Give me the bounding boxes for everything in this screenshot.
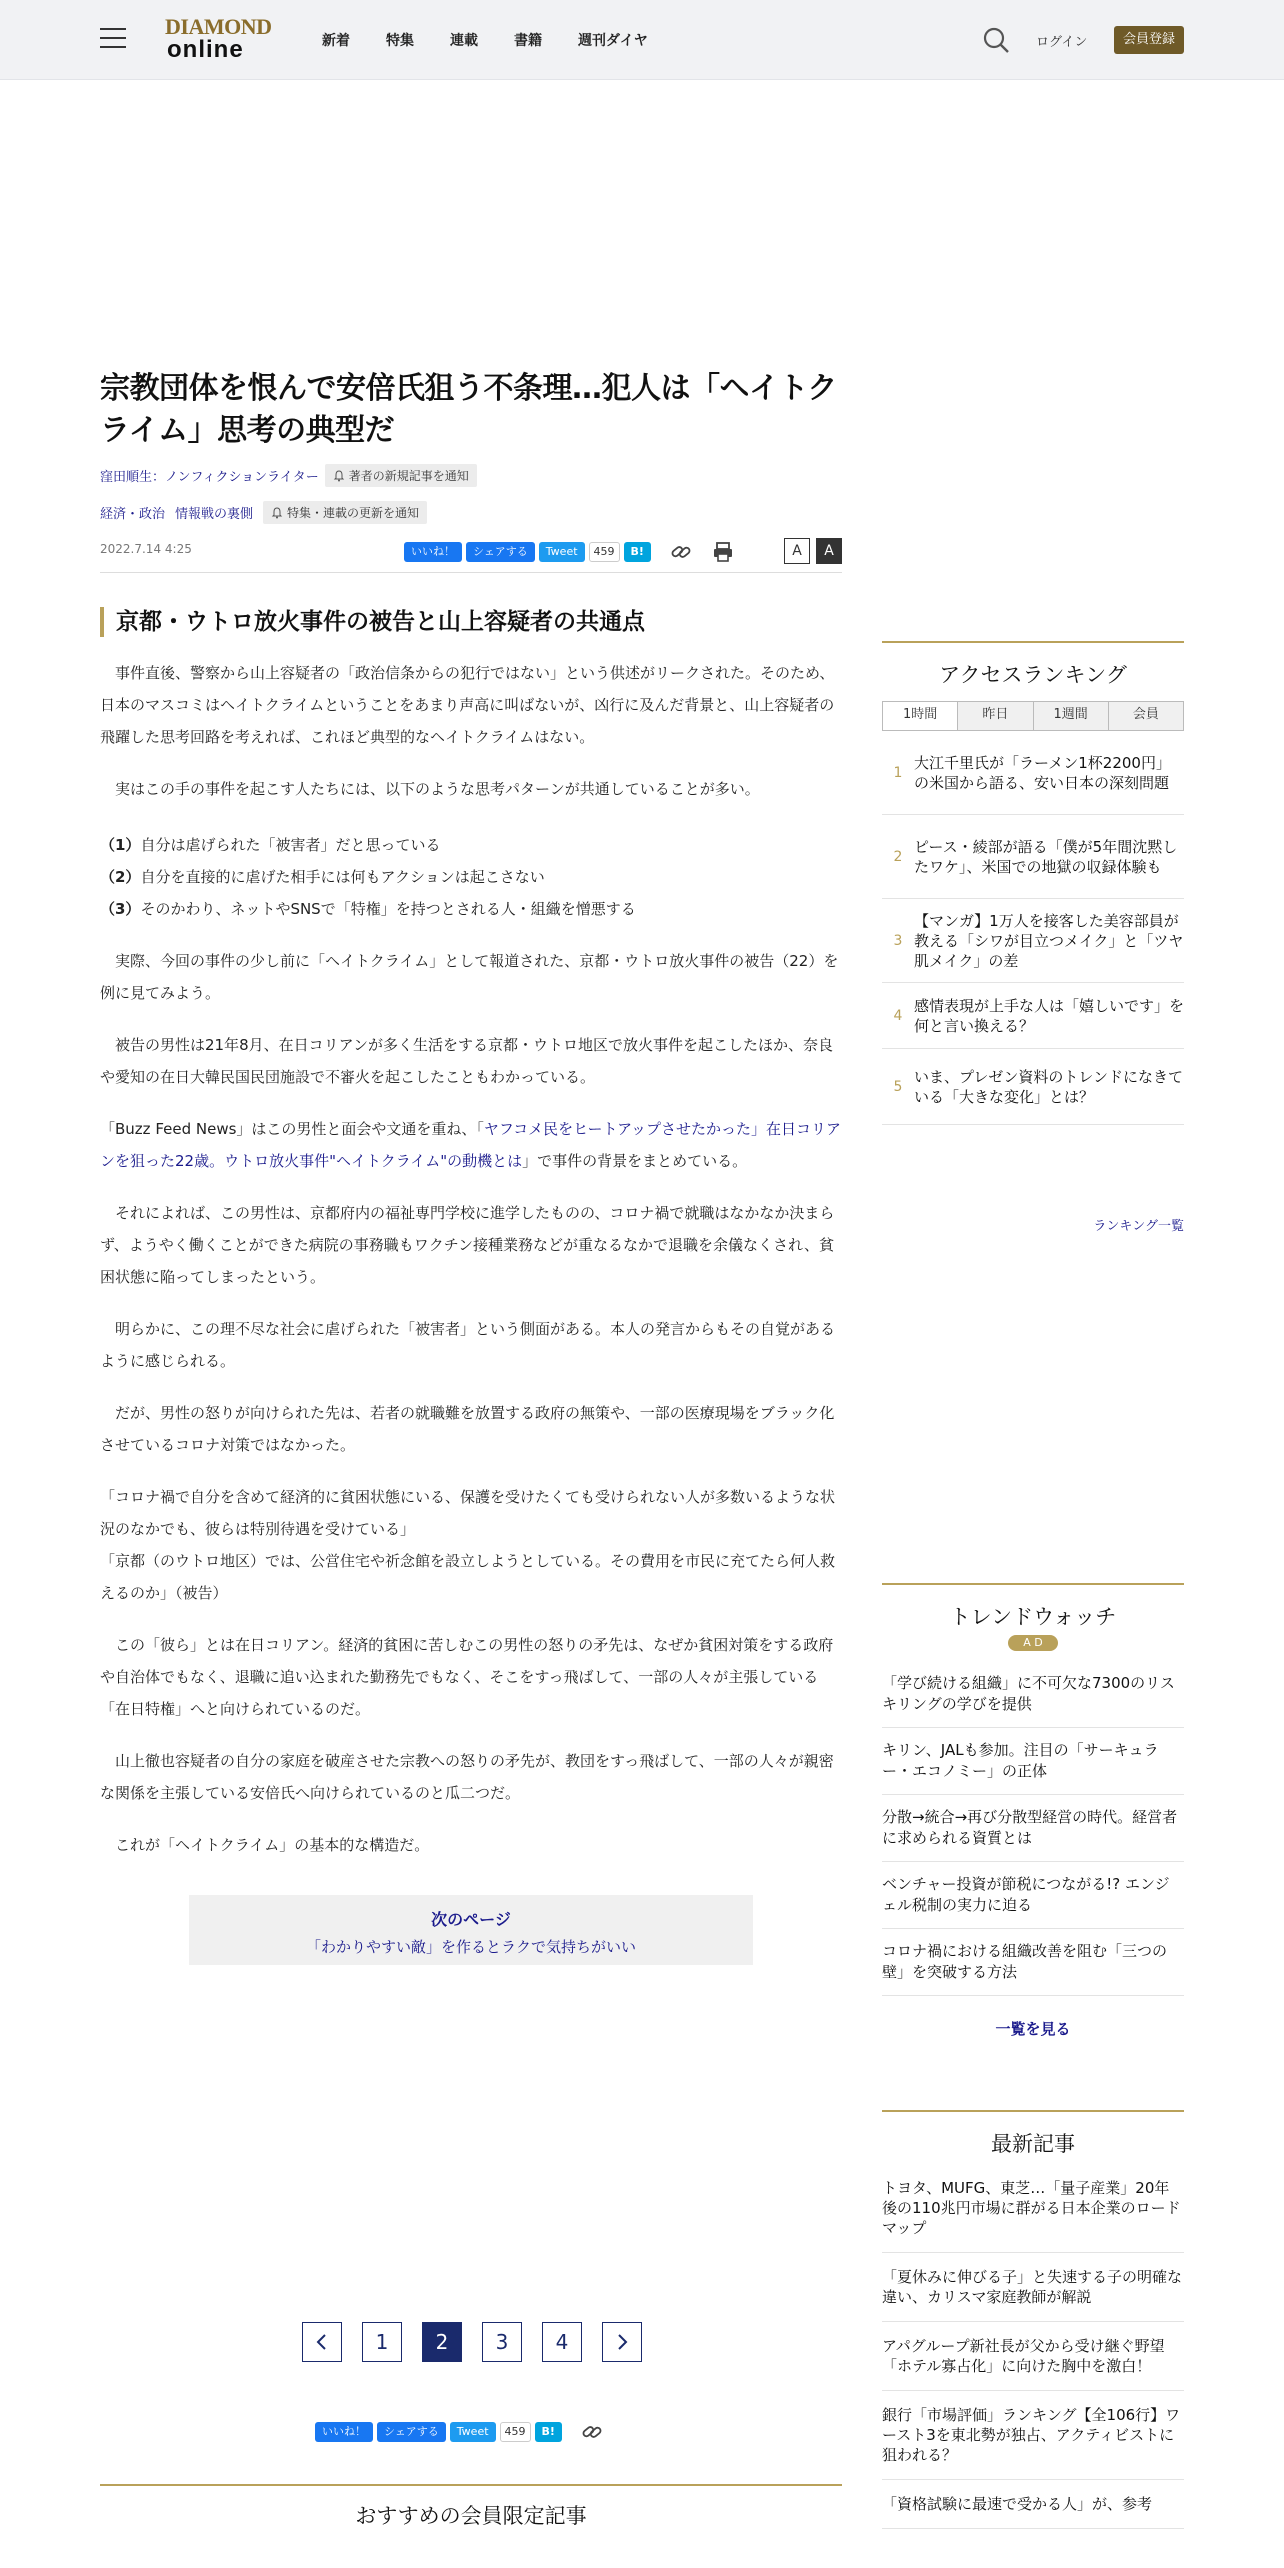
tab-1hour[interactable]: 1時間 xyxy=(883,702,957,730)
access-ranking xyxy=(882,641,1184,1234)
trend-watch xyxy=(882,1583,1184,2039)
list-item: （1）自分は虐げられた「被害者」だと思っている xyxy=(100,836,441,854)
page-1-button[interactable]: 1 xyxy=(362,2322,402,2362)
pagination xyxy=(302,2322,642,2362)
ranking-title: アクセスランキング xyxy=(939,663,1127,687)
nav-weekly[interactable]: 週刊ダイヤ xyxy=(578,33,648,49)
tab-yesterday[interactable]: 昨日 xyxy=(957,702,1032,730)
paragraph: 明らかに、この理不尽な社会に虐げられた「被害者」という側面がある。本人の発言からもその自覚があるように感じられる。 xyxy=(100,1320,836,1370)
font-size-small-button[interactable]: A xyxy=(784,538,810,564)
nav-books[interactable]: 書籍 xyxy=(514,33,542,49)
paragraph: 山上徹也容疑者の自分の家庭を破産させた宗教への怒りの矛先が、教団をすっ飛ばして、一部の人々が親密な関係を主張している安倍氏へ向けられているのと瓜二つだ。 xyxy=(100,1752,834,1802)
trend-item[interactable]: 分散→統合→再び分散型経営の時代。経営者に求められる資質とは xyxy=(882,1795,1184,1862)
latest-item[interactable]: 「資格試験に最速で受かる人」が、参考 xyxy=(882,2480,1184,2529)
pattern-list xyxy=(100,829,842,925)
share-bar xyxy=(404,540,735,564)
bell-icon xyxy=(271,507,283,519)
section-heading: 京都・ウトロ放火事件の被告と山上容疑者の共通点 xyxy=(100,607,842,637)
facebook-share-button[interactable]: シェアする xyxy=(466,542,535,562)
trend-item[interactable]: コロナ禍における組織改善を阻む「三つの壁」を突破する方法 xyxy=(882,1929,1184,1996)
hatena-bookmark-button[interactable]: B! xyxy=(535,2422,562,2442)
paragraph: 被告の男性は21年8月、在日コリアンが多く生活をする京都・ウトロ地区で放火事件を起こしたほか、奈良や愛知の在日大韓民国民団施設で不審火を起こしたこともわかっている。 xyxy=(100,1036,834,1086)
trend-item[interactable]: ベンチャー投資が節税につながる!? エンジェル税制の実力に迫る xyxy=(882,1862,1184,1929)
latest-item[interactable]: アパグループ新社長が父から受け継ぐ野望「ホテル寡占化」に向けた胸中を激白！ xyxy=(882,2322,1184,2391)
ad-badge: A D xyxy=(1008,1635,1058,1651)
page-2-button[interactable]: 2 xyxy=(422,2322,462,2362)
author-link[interactable]: 窪田順生：ノンフィクションライター xyxy=(100,470,319,485)
tweet-button[interactable]: Tweet xyxy=(539,542,585,562)
ranking-item[interactable]: 3 【マンガ】1万人を接客した美容部員が教える「シワが目立つメイク」と「ツヤ肌メイク」の差 xyxy=(882,899,1184,983)
ranking-item[interactable]: 2 ピース・綾部が語る「僕が5年間沈黙したワケ」、米国での地獄の収録体験も xyxy=(882,815,1184,899)
prev-page-button[interactable] xyxy=(302,2322,342,2362)
latest-item[interactable]: トヨタ、MUFG、東芝…「量子産業」20年後の110兆円市場に群がる日本企業のロードマップ xyxy=(882,2164,1184,2253)
tag-row xyxy=(100,501,842,524)
paragraph: この「彼ら」とは在日コリアン。経済的貧困に苦しむこの男性の怒りの矛先は、なぜか貧困対策をする政府や自治体でもなく、退職に追い込まれた勤務先でもなく、そこをすっ飛ばして、一部の人々が主張している「在日特権」へと向けられているのだ。 xyxy=(100,1636,834,1718)
paragraph: 実はこの手の事件を起こす人たちには、以下のような思考パターンが共通していることが多い。 xyxy=(115,780,760,798)
trend-more-link[interactable]: 一覧を見る xyxy=(995,2020,1071,2038)
link-icon[interactable] xyxy=(669,540,693,564)
ranking-tabs xyxy=(882,701,1184,731)
link-icon[interactable] xyxy=(580,2420,604,2444)
share-bar-bottom xyxy=(315,2420,604,2444)
hatena-count: 459 xyxy=(500,2422,531,2442)
chevron-right-icon xyxy=(615,2334,629,2350)
tweet-button[interactable]: Tweet xyxy=(450,2422,496,2442)
byline xyxy=(100,464,842,487)
chevron-left-icon xyxy=(315,2334,329,2350)
login-link[interactable]: ログイン xyxy=(1036,35,1088,50)
next-page-box[interactable] xyxy=(189,1895,753,1965)
latest-item[interactable]: 「夏休みに伸びる子」と失速する子の明確な違い、カリスマ家庭教師が解説 xyxy=(882,2253,1184,2322)
list-item: （2）自分を直接的に虐げた相手には何もアクションは起こさない xyxy=(100,868,545,886)
print-icon[interactable] xyxy=(711,540,735,564)
publish-date: 2022.7.14 4:25 xyxy=(100,542,192,556)
site-logo[interactable]: DIAMOND online xyxy=(165,14,272,63)
facebook-like-button[interactable]: いいね！ xyxy=(404,542,462,562)
quote: 「コロナ禍で自分を含めて経済的に貧困状態にいる、保護を受けたくても受けられない人が多数いるような状況のなかでも、彼らは特別待遇を受けている」 「京都（のウトロ地区）では、公営住宅や祈念館を設立しようとしている。その費用を市民に充てたら何人救えるのか」（被告） xyxy=(100,1488,836,1602)
series-notify-button[interactable]: 特集・連載の更新を通知 xyxy=(263,501,427,524)
paragraph: 実際、今回の事件の少し前に「ヘイトクライム」として報道された、京都・ウトロ放火事件の被告（22）を例に見てみよう。 xyxy=(100,952,839,1002)
latest-articles xyxy=(882,2110,1184,2529)
article xyxy=(100,368,842,1965)
buzzfeed-article-link[interactable]: ヤフコメ民をヒートアップさせたかった」在日コリアンを狙った22歳。ウトロ放火事件"ヘイトクライム"の動機とは xyxy=(100,1120,842,1170)
meta-row xyxy=(100,538,842,573)
site-header xyxy=(0,0,1284,80)
global-nav xyxy=(322,30,684,50)
hatena-count: 459 xyxy=(589,542,620,562)
paragraph: これが「ヘイトクライム」の基本的な構造だ。 xyxy=(115,1836,430,1854)
paragraph: それによれば、この男性は、京都府内の福祉専門学校に進学したものの、コロナ禍で就職はなかなか決まらず、ようやく働くことができた病院の事務職もワクチン接種業務などが重なるなかで退職を余儀なくされ、貧困状態に陥ってしまったという。 xyxy=(100,1204,835,1286)
facebook-like-button[interactable]: いいね！ xyxy=(315,2422,373,2442)
page-4-button[interactable]: 4 xyxy=(542,2322,582,2362)
hatena-bookmark-button[interactable]: B! xyxy=(624,542,651,562)
ranking-item[interactable]: 1 大江千里氏が「ラーメン1杯2200円」の米国から語る、安い日本の深刻問題 xyxy=(882,731,1184,815)
trend-item[interactable]: 「学び続ける組織」に不可欠な7300のリスキリングの学びを提供 xyxy=(882,1661,1184,1728)
next-page-title: 「わかりやすい敵」を作るとラクで気持ちがいい xyxy=(305,1938,636,1956)
trend-item[interactable]: キリン、JALも参加。注目の「サーキュラー・エコノミー」の正体 xyxy=(882,1728,1184,1795)
ranking-list-link[interactable]: ランキング一覧 xyxy=(1093,1219,1184,1234)
recommended-heading: おすすめの会員限定記事 xyxy=(100,2484,842,2530)
ranking-item[interactable]: 4 感情表現が上手な人は「嬉しいです」を何と言い換える？ xyxy=(882,983,1184,1049)
ranking-item[interactable]: 5 いま、プレゼン資料のトレンドになきている「大きな変化」とは？ xyxy=(882,1049,1184,1125)
nav-new[interactable]: 新着 xyxy=(322,33,350,49)
nav-features[interactable]: 特集 xyxy=(386,33,414,49)
facebook-share-button[interactable]: シェアする xyxy=(377,2422,446,2442)
tab-members[interactable]: 会員 xyxy=(1108,702,1183,730)
menu-icon[interactable] xyxy=(100,28,126,50)
nav-series[interactable]: 連載 xyxy=(450,33,478,49)
latest-title: 最新記事 xyxy=(991,2132,1075,2156)
bell-icon xyxy=(333,470,345,482)
latest-item[interactable]: 銀行「市場評価」ランキング【全106行】ワースト3を東北勢が独占、アクティビストに狙われる？ xyxy=(882,2391,1184,2480)
author-notify-button[interactable]: 著者の新規記事を通知 xyxy=(325,464,477,487)
tab-1week[interactable]: 1週間 xyxy=(1033,702,1108,730)
paragraph: 「Buzz Feed News」はこの男性と面会や文通を重ね、「ヤフコメ民をヒートアップさせたかった」在日コリアンを狙った22歳。ウトロ放火事件"ヘイトクライム"の動機とは」で事件の背景をまとめている。 xyxy=(100,1120,842,1170)
trend-title: トレンドウォッチ xyxy=(949,1605,1117,1629)
page-3-button[interactable]: 3 xyxy=(482,2322,522,2362)
search-icon[interactable] xyxy=(982,26,1010,54)
list-item: （3）そのかわり、ネットやSNSで「特権」を持つとされる人・組織を憎悪する xyxy=(100,900,636,918)
article-body xyxy=(100,657,842,1861)
paragraph: 事件直後、警察から山上容疑者の「政治信条からの犯行ではない」という供述がリークされた。そのため、日本のマスコミはヘイトクライムということをあまり声高に叫ばないが、凶行に及んだ背景と、山上容疑者の飛躍した思考回路を考えれば、これほど典型的なヘイトクライムはない。 xyxy=(100,664,835,746)
signup-button[interactable]: 会員登録 xyxy=(1114,26,1184,54)
article-title: 宗教団体を恨んで安倍氏狙う不条理…犯人は「ヘイトクライム」思考の典型だ xyxy=(100,371,837,448)
next-page-button[interactable] xyxy=(602,2322,642,2362)
next-page-label: 次のページ xyxy=(431,1910,511,1929)
paragraph: だが、男性の怒りが向けられた先は、若者の就職難を放置する政府の無策や、一部の医療現場をブラック化させているコロナ対策ではなかった。 xyxy=(100,1404,835,1454)
font-size-large-button[interactable]: A xyxy=(816,538,842,564)
tag-link[interactable]: 情報戦の裏側 xyxy=(175,507,254,522)
tag-link[interactable]: 経済・政治 xyxy=(100,507,166,522)
